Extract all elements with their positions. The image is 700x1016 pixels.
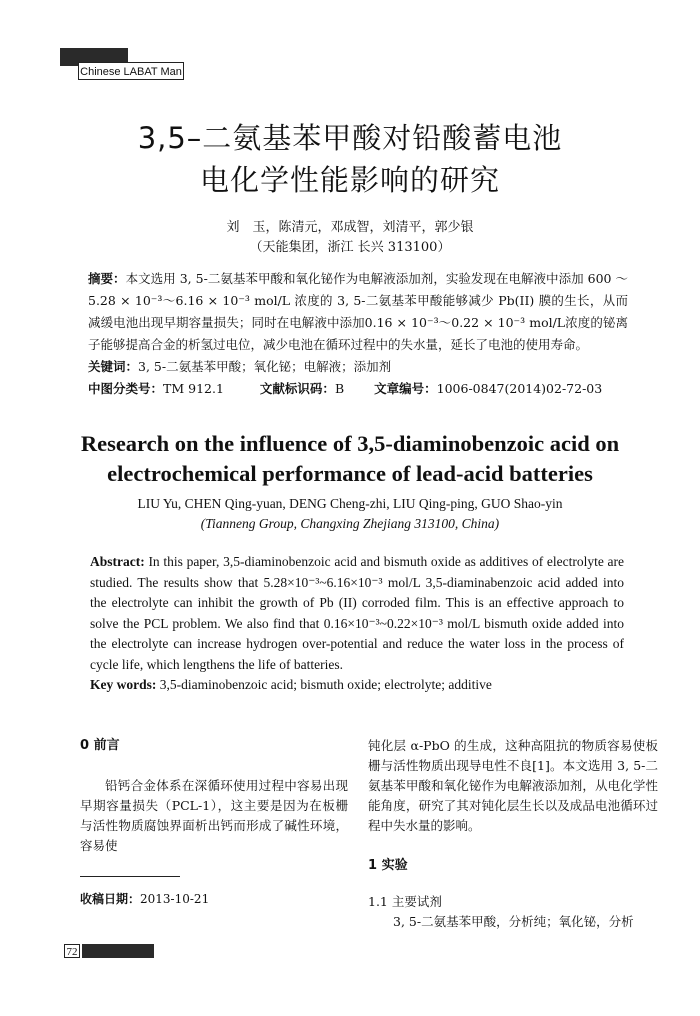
section-0-paragraph: 铅钙合金体系在深循环使用过程中容易出现早期容量损失（PCL-1），这主要是因为在板栅与活性物质腐蚀界面析出钙而形成了碱性环境，容易使 — [80, 778, 348, 853]
received-label: 收稿日期： — [80, 892, 141, 906]
abstract-cn-text: 本文选用 3, 5-二氨基苯甲酸和氧化铋作为电解液添加剂，实验发现在电解液中添加 600 ～5.28 × 10⁻³～6.16 × 10⁻³ mol/L 浓度的 3, 5-二氨基苯甲酸能够减少 Pb(II) 膜的生长，从而减缓电池出现早期容量损失；同时在电解液中添加0.16 × 10⁻³～0.22 × 10⁻³ mol/L浓度的铋离子能够提高合金的析氢过电位，减少电池在循环过程中的失水量，延长了电池的使用寿命。 — [88, 271, 628, 352]
abstract-en-label: Abstract: — [90, 554, 145, 569]
classification-line — [88, 378, 628, 400]
page-number: 72 — [64, 944, 80, 958]
right-paragraph: 钝化层 α-PbO 的生成，这种高阻抗的物质容易使板栅与活性物质出现导电性不良[1]。本文选用 3, 5-二氨基苯甲酸和氧化铋作为电解液添加剂，从电化学性能角度，研究了其对钝化层生长以及成品电池循环过程中失水量的影响。 — [368, 738, 658, 833]
doc-label: 文献标识码： — [259, 381, 335, 396]
abstract-cn-label: 摘要： — [88, 271, 126, 286]
abstract-en-text: In this paper, 3,5-diaminobenzoic acid and bismuth oxide as additives of electrolyte are studied. The results show that 5.28×10⁻³~6.16×10⁻³ mol/L 3,5-diaminabenzoic acid added into the electrolyte can inhibit the growth of Pb (II) corroded film. This is an effective approach to solve the PCL problem. We also find that 0.16×10⁻³~0.22×10⁻³ mol/L bismuth oxide added into the electrolyte can increase hydrogen over-potential and reduce the water loss in the process of cycle life, which lengthens the life of batteries. — [90, 554, 625, 672]
running-head: Chinese LABAT Man — [78, 62, 184, 80]
abstract-cn — [88, 268, 628, 400]
abstract-en — [90, 552, 624, 696]
title-cn-line2: 电化学性能影响的研究 — [199, 163, 500, 197]
article-label: 文章编号： — [374, 381, 437, 396]
abstract-cn-para — [88, 268, 628, 356]
title-cn-line1: 3,5–二氨基苯甲酸对铅酸蓄电池 — [137, 121, 563, 155]
clc-label: 中图分类号： — [88, 381, 164, 396]
section-1-1-heading: 1.1 主要试剂 — [368, 894, 442, 909]
abstract-en-para — [90, 552, 624, 675]
keywords-cn-line — [88, 356, 628, 378]
affiliation-cn: （天能集团，浙江 长兴 313100） — [249, 240, 451, 255]
authors-en: LIU Yu, CHEN Qing-yuan, DENG Cheng-zhi, LIU Qing-ping, GUO Shao-yin — [137, 496, 563, 511]
keywords-en: 3,5-diaminobenzoic acid; bismuth oxide; electrolyte; additive — [159, 677, 492, 692]
section-0-heading: 0 前言 — [80, 738, 120, 753]
section-1-1-paragraph: 3, 5-二氨基苯甲酸，分析纯；氧化铋，分析 — [393, 914, 634, 929]
article-value: 1006-0847(2014)02-72-03 — [436, 381, 603, 396]
left-column — [80, 736, 348, 856]
doc-value: B — [334, 381, 345, 396]
authors-cn: 刘 玉，陈清元，邓成智，刘清平，郭少银 — [226, 220, 474, 235]
section-1-heading: 1 实验 — [368, 858, 408, 873]
title-en-line1: Research on the influence of 3,5-diaminobenzoic acid on — [80, 431, 620, 456]
footnote-rule — [80, 876, 180, 877]
keywords-en-label: Key words: — [90, 677, 157, 692]
keywords-cn: 3, 5-二氨基苯甲酸；氧化铋；电解液；添加剂 — [138, 359, 392, 374]
received-date — [80, 890, 209, 907]
received-value: 2013-10-21 — [140, 892, 210, 906]
right-column — [368, 736, 658, 932]
clc-value: TM 912.1 — [163, 381, 224, 396]
footer-bar — [82, 944, 154, 958]
keywords-cn-label: 关键词： — [88, 359, 139, 374]
affiliation-en: (Tianneng Group, Changxing Zhejiang 313100, China) — [200, 516, 500, 531]
title-en-line2: electrochemical performance of lead-acid batteries — [107, 461, 593, 486]
keywords-en-line — [90, 675, 624, 696]
